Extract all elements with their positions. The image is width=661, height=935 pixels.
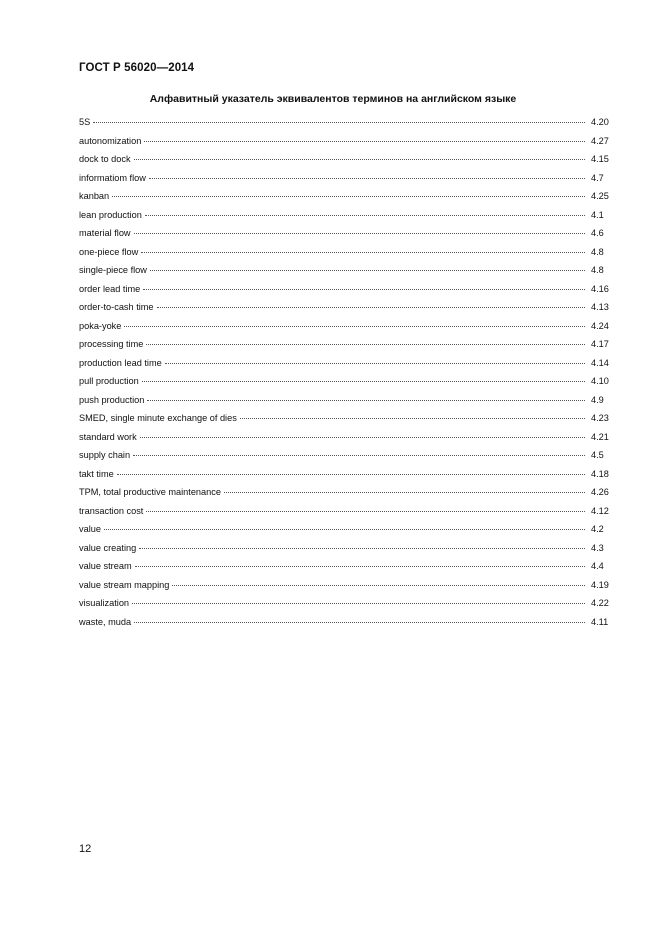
dot-leader (146, 333, 585, 345)
index-reference: 4.11 (591, 616, 609, 627)
index-term: transaction cost (79, 505, 144, 516)
index-term: production lead time (79, 357, 162, 368)
index-term: waste, muda (79, 616, 132, 627)
index-reference: 4.1 (591, 209, 604, 220)
dot-leader (145, 204, 585, 216)
index-term: SMED, single minute exchange of dies (79, 413, 237, 423)
index-term: material flow (79, 228, 131, 238)
dot-leader (147, 389, 585, 401)
index-reference: 4.12 (591, 505, 609, 516)
index-term: kanban (79, 191, 110, 201)
index-reference: 4.6 (591, 228, 604, 238)
dot-leader (139, 537, 585, 549)
index-reference: 4.8 (591, 246, 604, 257)
index-reference: 4.25 (591, 191, 609, 201)
index-term: order lead time (79, 283, 141, 294)
index-term: single-piece flow (79, 265, 147, 275)
dot-leader (149, 167, 585, 179)
dot-leader (224, 481, 585, 493)
index-reference: 4.5 (591, 450, 604, 460)
index-reference: 4.16 (591, 283, 609, 294)
index-term: processing time (79, 339, 144, 349)
dot-leader (117, 463, 585, 475)
index-reference: 4.21 (591, 431, 609, 442)
index-reference: 4.4 (591, 561, 604, 571)
dot-leader (134, 611, 585, 623)
dot-leader (134, 222, 585, 234)
index-reference: 4.19 (591, 579, 609, 590)
dot-leader (135, 555, 585, 567)
index-term: value stream mapping (79, 579, 170, 590)
index-reference: 4.17 (591, 339, 609, 349)
dot-leader (104, 518, 585, 530)
index-term: 5S (79, 117, 91, 127)
standard-designation: ГОСТ Р 56020—2014 (79, 62, 195, 74)
index-term: order-to-cash time (79, 302, 154, 312)
index-reference: 4.24 (591, 320, 609, 331)
index-reference: 4.15 (591, 154, 609, 164)
index-term: takt time (79, 468, 114, 479)
index-term: TPM, total productive maintenance (79, 487, 221, 497)
index-term: push production (79, 394, 145, 405)
dot-leader (132, 592, 585, 604)
index-reference: 4.2 (591, 524, 604, 534)
index-term: standard work (79, 431, 137, 442)
index-reference: 4.23 (591, 413, 609, 423)
index-term: supply chain (79, 450, 131, 460)
index-term: visualization (79, 598, 130, 608)
index-term: value creating (79, 542, 137, 553)
index-list (79, 113, 615, 631)
index-reference: 4.18 (591, 468, 609, 479)
dot-leader (157, 296, 585, 308)
dot-leader (142, 370, 585, 382)
index-reference: 4.3 (591, 542, 604, 553)
index-entry (79, 613, 615, 632)
dot-leader (112, 185, 585, 197)
index-reference: 4.20 (591, 117, 609, 127)
dot-leader (146, 500, 585, 512)
index-term: pull production (79, 376, 139, 386)
dot-leader (93, 111, 585, 123)
index-reference: 4.10 (591, 376, 609, 386)
index-reference: 4.8 (591, 265, 604, 275)
index-term: poka-yoke (79, 320, 122, 331)
dot-leader (124, 315, 585, 327)
index-reference: 4.9 (591, 394, 604, 405)
index-reference: 4.13 (591, 302, 609, 312)
dot-leader (134, 148, 585, 160)
page-number: 12 (79, 843, 92, 855)
dot-leader (172, 574, 585, 586)
index-term: one-piece flow (79, 246, 139, 257)
dot-leader (144, 130, 585, 142)
index-reference: 4.14 (591, 357, 609, 368)
index-term: autonomization (79, 135, 142, 146)
dot-leader (143, 278, 585, 290)
index-term: informatiom flow (79, 172, 146, 183)
index-title: Алфавитный указатель эквивалентов терминов на английском языке (149, 93, 517, 105)
dot-leader (150, 259, 585, 271)
index-reference: 4.22 (591, 598, 609, 608)
dot-leader (140, 426, 585, 438)
index-reference: 4.7 (591, 172, 604, 183)
dot-leader (165, 352, 585, 364)
index-reference: 4.26 (591, 487, 609, 497)
index-term: value (79, 524, 101, 534)
index-reference: 4.27 (591, 135, 609, 146)
index-term: dock to dock (79, 154, 131, 164)
dot-leader (240, 407, 585, 419)
dot-leader (133, 444, 585, 456)
index-term: value stream (79, 561, 132, 571)
dot-leader (141, 241, 585, 253)
index-term: lean production (79, 209, 142, 220)
